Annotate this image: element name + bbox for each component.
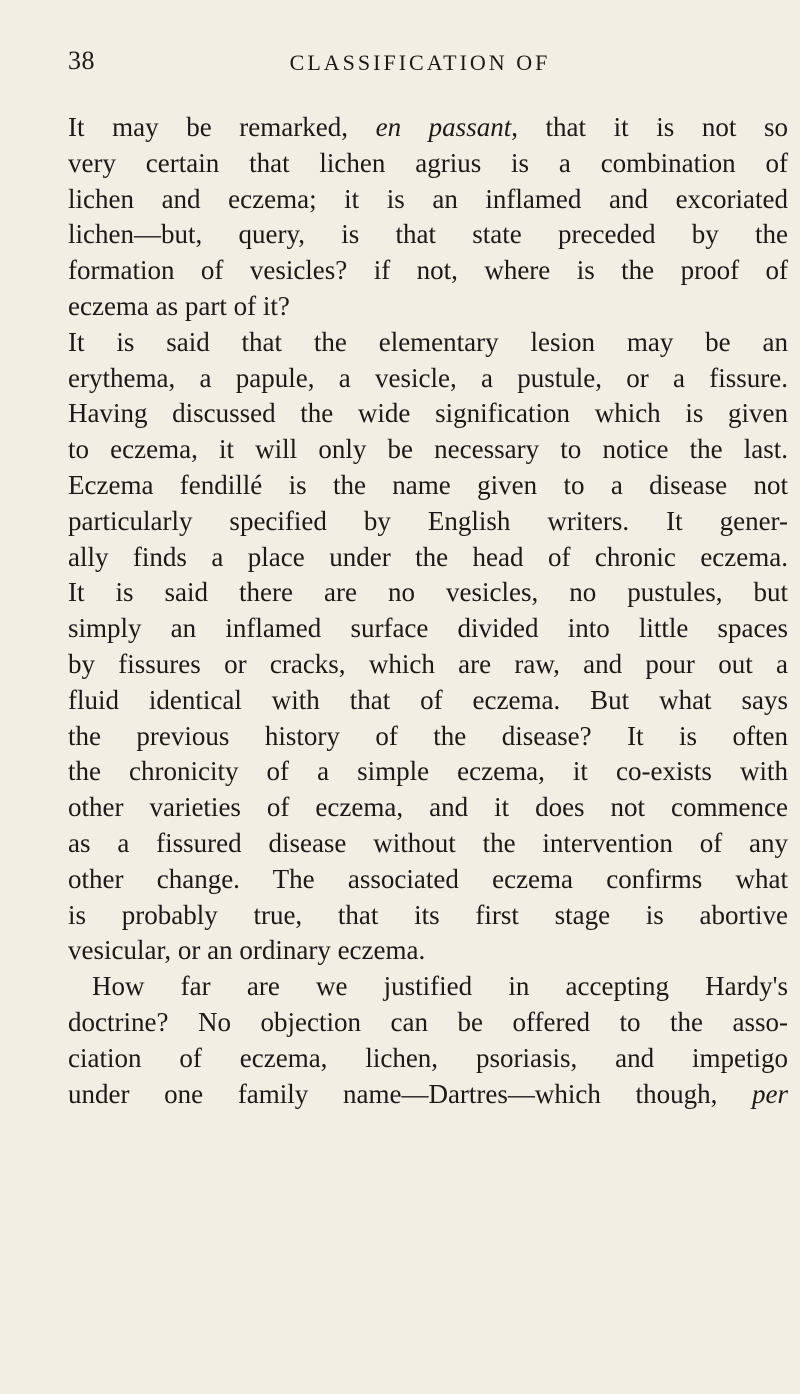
text-line: It is said there are no vesicles, no pustules, but	[68, 577, 788, 608]
text-line: ciation of eczema, lichen, psoriasis, and impetigo	[68, 1042, 788, 1073]
page-header	[0, 0, 800, 90]
text-line: as a fissured disease without the intervention of any	[68, 827, 788, 858]
text-line: simply an inflamed surface divided into little spaces	[68, 613, 788, 644]
text-line: doctrine? No objection can be offered to the asso-	[68, 1006, 788, 1037]
text-line	[68, 1077, 788, 1113]
running-head: CLASSIFICATION OF	[289, 50, 551, 75]
text-line: very certain that lichen agrius is a combination of	[68, 147, 788, 178]
text-line: formation of vesicles? if not, where is the proof of	[68, 255, 788, 286]
text-line: the previous history of the disease? It is often	[68, 720, 788, 751]
text-line: It is said that the elementary lesion may be an	[68, 326, 788, 357]
paragraph-1	[68, 110, 788, 325]
page-number: 38	[68, 46, 95, 75]
text-line: the chronicity of a simple eczema, it co-exists with	[68, 756, 788, 787]
text-line: is probably true, that its first stage is abortive	[68, 899, 788, 930]
italic-phrase: per	[752, 1078, 788, 1109]
text-line: other varieties of eczema, and it does not commence	[68, 792, 788, 823]
text-line: fluid identical with that of eczema. But what says	[68, 684, 788, 715]
text-line: Having discussed the wide signification which is given	[68, 398, 788, 429]
text-line: lichen—but, query, is that state preceded by the	[68, 219, 788, 250]
text-line: particularly specified by English writers. It gener-	[68, 505, 788, 536]
text-line: to eczema, it will only be necessary to notice the last.	[68, 434, 788, 465]
text-line: vesicular, or an ordinary eczema.	[68, 935, 426, 966]
text-line: ally finds a place under the head of chronic eczema.	[68, 541, 788, 572]
body-text	[68, 110, 788, 1112]
text-line	[68, 110, 788, 146]
text-line: by fissures or cracks, which are raw, and pour out a	[68, 648, 788, 679]
text-line: erythema, a papule, a vesicle, a pustule, or a fissure.	[68, 362, 788, 393]
text-line: other change. The associated eczema confirms what	[68, 863, 788, 894]
text-line-part: under one family name—Dartres—which though, per	[68, 1078, 788, 1109]
text-line: lichen and eczema; it is an inflamed and excoriated	[68, 183, 788, 214]
paragraph-3	[68, 969, 788, 1112]
text-line: How far are we justified in accepting Hardy's	[92, 971, 788, 1002]
text-line: Eczema fendillé is the name given to a disease not	[68, 469, 788, 500]
text-line-part: It may be remarked, en passant, that it is not so	[68, 112, 788, 142]
paragraph-2	[68, 325, 788, 969]
text-line: eczema as part of it?	[68, 290, 290, 321]
italic-phrase: en passant	[375, 112, 512, 142]
